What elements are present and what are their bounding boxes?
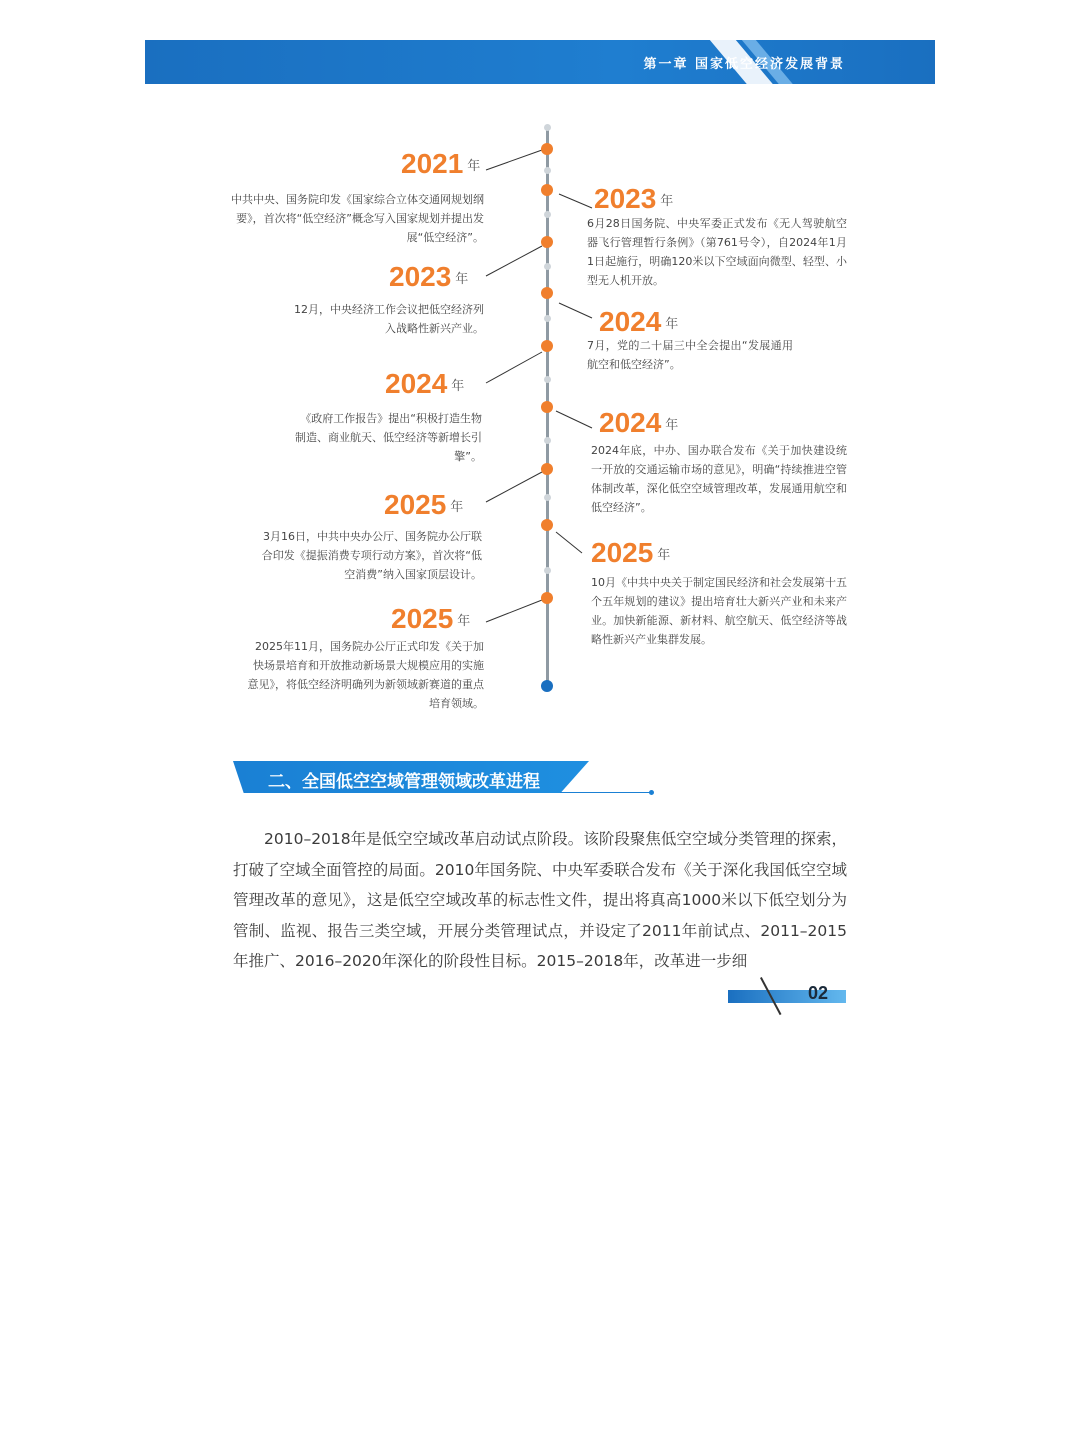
connector-right-1 [559, 303, 592, 318]
timeline-dot-minor [544, 315, 551, 322]
timeline-dot [541, 184, 553, 196]
timeline-dot-minor [544, 376, 551, 383]
connector-right-2 [556, 411, 592, 428]
timeline-dot-minor [544, 567, 551, 574]
policy-timeline [0, 0, 1080, 720]
event-year-left-2: 2024 年 [385, 368, 465, 399]
timeline-end-dot [541, 680, 553, 692]
connector-right-0 [559, 194, 592, 208]
page-number: 02 [808, 983, 829, 1003]
event-text-right-3: 10月《中共中央关于制定国民经济和社会发展第十五个五年规划的建议》提出培育壮大新兴产业和未来产业。加快新能源、新材料、航空航天、低空经济等战略性新兴产业集群发展。 [591, 576, 847, 646]
event-year-left-0: 2021 年 [401, 148, 481, 179]
timeline-dot-minor [544, 263, 551, 270]
connector-left-2 [486, 352, 542, 383]
event-year-left-1: 2023 年 [389, 261, 469, 292]
connector-left-4 [486, 600, 542, 622]
connector-left-3 [486, 472, 542, 502]
timeline-dot [541, 287, 553, 299]
timeline-dot-minor [544, 494, 551, 501]
timeline-dot [541, 340, 553, 352]
event-text-right-0: 6月28日国务院、中央军委正式发布《无人驾驶航空器飞行管理暂行条例》（第761号令），自2024年1月1日起施行，明确120米以下空域面向微型、轻型、小型无人机开放。 [587, 217, 847, 287]
event-text-left-0: 中共中央、国务院印发《国家综合立体交通网规划纲要》，首次将“低空经济”概念写入国家规划并提出发展“低空经济”。 [231, 193, 484, 244]
event-text-right-1: 7月，党的二十届三中全会提出“发展通用航空和低空经济”。 [587, 339, 793, 371]
page-number-bar [728, 990, 846, 1003]
event-text-left-1: 12月，中央经济工作会议把低空经济列入战略性新兴产业。 [294, 303, 484, 335]
section-underline [560, 792, 652, 793]
timeline-dot-minor [544, 167, 551, 174]
event-text-left-2: 《政府工作报告》提出“积极打造生物制造、商业航天、低空经济等新增长引擎”。 [295, 412, 482, 463]
timeline-dot [541, 143, 553, 155]
event-year-left-3: 2025 年 [384, 489, 464, 520]
timeline-dot [541, 236, 553, 248]
event-year-left-4: 2025 年 [391, 603, 471, 634]
timeline-dot-minor [544, 211, 551, 218]
event-text-left-3: 3月16日，中共中央办公厅、国务院办公厅联合印发《提振消费专项行动方案》，首次将“低空消费”纳入国家顶层设计。 [261, 530, 482, 581]
event-text-right-2: 2024年底，中办、国办联合发布《关于加快建设统一开放的交通运输市场的意见》，明确“持续推进空管体制改革，深化低空空域管理改革，发展通用航空和低空经济”。 [591, 444, 847, 514]
timeline-dot [541, 401, 553, 413]
section-underline-dot [649, 790, 654, 795]
event-year-right-1: 2024 年 [599, 306, 679, 337]
event-year-right-0: 2023 年 [594, 183, 674, 214]
timeline-dot-minor [544, 437, 551, 444]
event-year-right-2: 2024 年 [599, 407, 679, 438]
event-text-left-4: 2025年11月，国务院办公厅正式印发《关于加快场景培育和开放推动新场景大规模应用的实施意见》，将低空经济明确列为新领域新赛道的重点培育领域。 [247, 640, 484, 710]
timeline-dot [541, 463, 553, 475]
section-body-paragraph: 2010–2018年是低空空域改革启动试点阶段。该阶段聚焦低空空域分类管理的探索，打破了空域全面管控的局面。2010年国务院、中央军委联合发布《关于深化我国低空空域管理改革的意见》，这是低空空域改革的标志性文件，提出将真高1000米以下低空划分为管制、监视、报告三类空域，开展分类管理试点，并设定了2011年前试点、2011–2015年推广、2016–2020年深化的阶段性目标。2015–2018年，改革进一步细 [233, 830, 847, 970]
connector-right-3 [556, 532, 582, 553]
connector-left-0 [486, 150, 542, 170]
timeline-dot [541, 519, 553, 531]
chapter-title: 第一章 国家低空经济发展背景 [643, 57, 845, 72]
event-year-right-3: 2025 年 [591, 537, 671, 568]
timeline-dot-minor [544, 124, 551, 131]
timeline-dot [541, 592, 553, 604]
connector-left-1 [486, 246, 542, 276]
section-heading: 二、全国低空空域管理领域改革进程 [268, 772, 540, 792]
timeline-connectors [0, 0, 1080, 720]
